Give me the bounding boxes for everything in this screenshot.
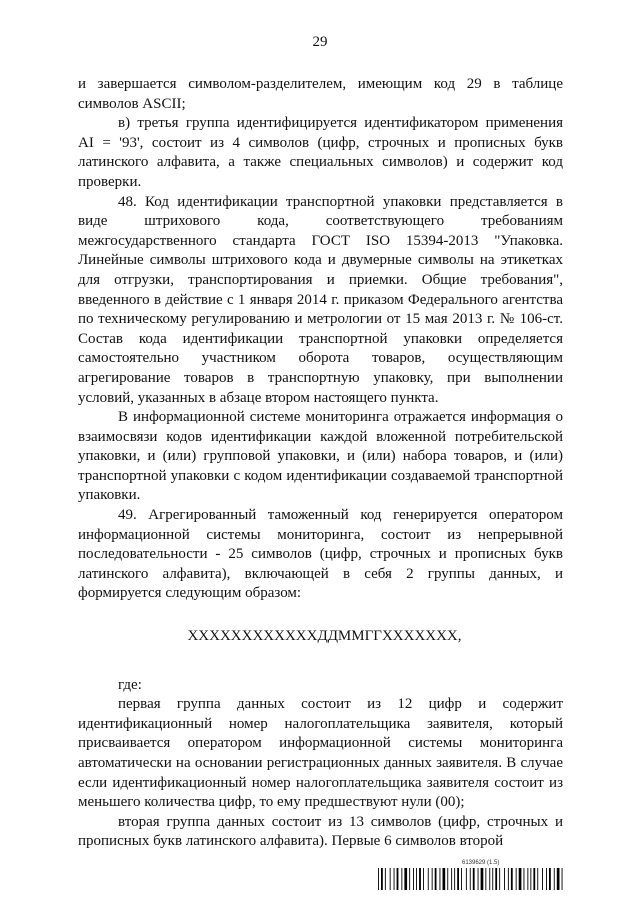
- document-footer-code: 6139629 (1.5): [462, 860, 500, 866]
- page-number: 29: [312, 34, 328, 50]
- body-text: [78, 75, 563, 852]
- paragraph: первая группа данных состоит из 12 цифр и содержит идентификационный номер налогоплательщика заявителя, который присваивается оператором информационной системы мониторинга автоматически на основании регистрационных данных заявителя. В случае если идентификационный номер налогоплательщика заявителя состоит из меньшего количества цифр, то ему предшествуют нули (00);: [78, 696, 563, 811]
- paragraph: и завершается символом-разделителем, имеющим код 29 в таблице символов ASCII;: [78, 76, 563, 112]
- paragraph: В информационной системе мониторинга отражается информация о взаимосвязи кодов идентификации каждой вложенной потребительской упаковки, и (или) групповой упаковки, и (или) набора товаров, и (или) транспортной упаковки с кодом идентификации создаваемой транспортной упаковки.: [78, 409, 563, 504]
- barcode-icon: [378, 868, 563, 890]
- paragraph: 48. Код идентификации транспортной упаковки представляется в виде штрихового кода, соответствующего требованиям межгосударственного стандарта ГОСТ ISO 15394-2013 "Упаковка. Линейные символы штрихового кода и двумерные символы на этикетках для отгрузки, транспортирования и приемки. Общие требования", введенного в действие с 1 января 2014 г. приказом Федерального агентства по техническому регулированию и метрологии от 15 мая 2013 г. № 106-ст. Состав кода идентификации транспортной упаковки определяется самостоятельно участником оборота товаров, осуществляющим агрегирование товаров в транспортную упаковку, при выполнении условий, указанных в абзаце втором настоящего пункта.: [78, 193, 563, 406]
- paragraph: где:: [118, 676, 142, 693]
- paragraph: вторая группа данных состоит из 13 символов (цифр, строчных и прописных букв латинского алфавита). Первые 6 символов второй: [78, 813, 563, 850]
- code-format-formula: ХХХХХХХХХХХХДДММГГХХХХХХХ,: [187, 628, 462, 645]
- paragraph: 49. Агрегированный таможенный код генерируется оператором информационной системы мониторинга, состоит из непрерывной последовательности - 25 символов (цифр, строчных и прописных букв латинского алфавита), включающей в себя 2 группы данных, и формируется следующим образом:: [78, 507, 563, 602]
- paragraph: в) третья группа идентифицируется идентификатором применения AI = '93', состоит из 4 символов (цифр, строчных и прописных букв латинского алфавита, а также специальных символов) и содержит код проверки.: [78, 115, 563, 190]
